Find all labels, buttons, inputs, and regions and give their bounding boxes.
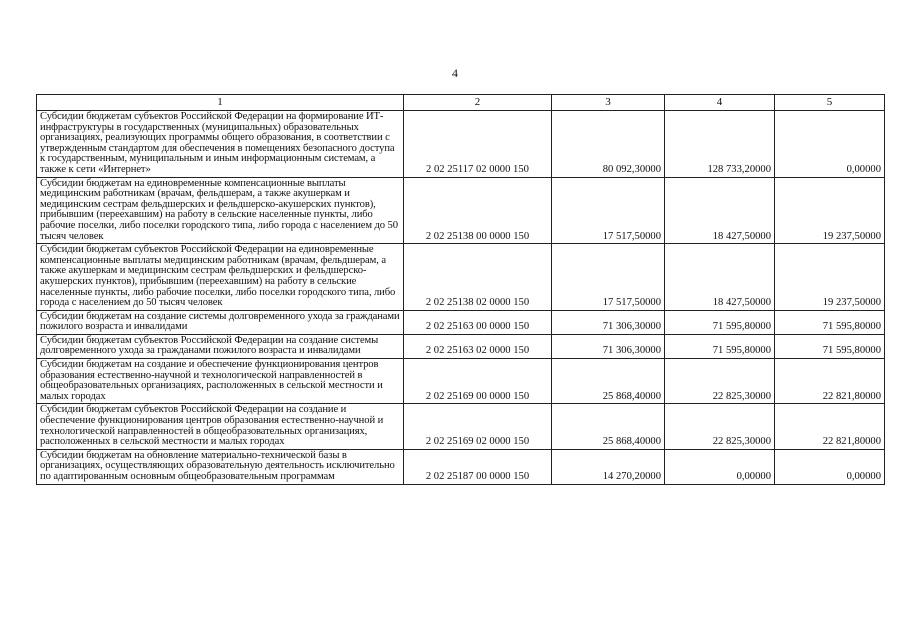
row-amount-col3: 14 270,20000 [552, 449, 665, 484]
row-description: Субсидии бюджетам на создание и обеспечение функционирования центров образования естественно-научной и технологической направленностей в общеобразовательных организациях, расположенных в сельской местности и малых городах [37, 359, 404, 404]
table-row [37, 244, 885, 311]
row-description: Субсидии бюджетам на обновление материально-технической базы в организациях, осуществляющих образовательную деятельность исключительно по адаптированным основным общеобразовательным программам [37, 449, 404, 484]
table-header-row [37, 95, 885, 111]
row-amount-col5: 71 595,80000 [775, 310, 885, 334]
table-row [37, 359, 885, 404]
row-amount-col3: 71 306,30000 [552, 310, 665, 334]
row-amount-col5: 22 821,80000 [775, 359, 885, 404]
row-amount-col4: 18 427,50000 [665, 177, 775, 244]
table-row [37, 310, 885, 334]
row-amount-col3: 25 868,40000 [552, 404, 665, 449]
row-description: Субсидии бюджетам субъектов Российской Федерации на формирование ИТ-инфраструктуры в государственных (муниципальных) образовательных организациях, реализующих программы общего образования, в соответствии с утвержденным стандартом для обеспечения в помещениях безопасного доступа к государственным, муниципальным и иным информационным системам, а также к сети «Интернет» [37, 111, 404, 178]
row-description: Субсидии бюджетам на создание системы долговременного ухода за гражданами пожилого возраста и инвалидами [37, 310, 404, 334]
header-col-1: 1 [37, 95, 404, 111]
row-amount-col3: 17 517,50000 [552, 244, 665, 311]
header-col-3: 3 [552, 95, 665, 111]
table-row [37, 404, 885, 449]
row-amount-col3: 25 868,40000 [552, 359, 665, 404]
row-amount-col5: 19 237,50000 [775, 244, 885, 311]
row-amount-col4: 128 733,20000 [665, 111, 775, 178]
row-budget-code: 2 02 25169 02 0000 150 [404, 404, 552, 449]
budget-table [36, 94, 885, 485]
row-budget-code: 2 02 25117 02 0000 150 [404, 111, 552, 178]
row-amount-col3: 71 306,30000 [552, 334, 665, 358]
row-budget-code: 2 02 25169 00 0000 150 [404, 359, 552, 404]
row-budget-code: 2 02 25163 00 0000 150 [404, 310, 552, 334]
row-amount-col4: 18 427,50000 [665, 244, 775, 311]
header-col-2: 2 [404, 95, 552, 111]
row-amount-col4: 22 825,30000 [665, 404, 775, 449]
header-col-5: 5 [775, 95, 885, 111]
page-number: 4 [452, 66, 458, 80]
row-budget-code: 2 02 25187 00 0000 150 [404, 449, 552, 484]
row-amount-col4: 22 825,30000 [665, 359, 775, 404]
row-budget-code: 2 02 25138 00 0000 150 [404, 177, 552, 244]
row-budget-code: 2 02 25163 02 0000 150 [404, 334, 552, 358]
row-amount-col4: 71 595,80000 [665, 310, 775, 334]
table-row [37, 449, 885, 484]
row-amount-col3: 80 092,30000 [552, 111, 665, 178]
header-col-4: 4 [665, 95, 775, 111]
row-description: Субсидии бюджетам субъектов Российской Федерации на создание системы долговременного ухода за гражданами пожилого возраста и инвалидами [37, 334, 404, 358]
row-amount-col4: 0,00000 [665, 449, 775, 484]
row-amount-col4: 71 595,80000 [665, 334, 775, 358]
row-amount-col5: 0,00000 [775, 449, 885, 484]
table-row [37, 111, 885, 178]
row-amount-col5: 0,00000 [775, 111, 885, 178]
row-amount-col5: 71 595,80000 [775, 334, 885, 358]
row-amount-col3: 17 517,50000 [552, 177, 665, 244]
row-description: Субсидии бюджетам на единовременные компенсационные выплаты медицинским работникам (врачам, фельдшерам, а также акушеркам и медицинским сестрам фельдшерских и фельдшерско-акушерских пунктов), прибывшим (переехавшим) на работу в сельские населенные пункты, либо рабочие поселки, либо поселки городского типа, либо города с населением до 50 тысяч человек [37, 177, 404, 244]
row-amount-col5: 22 821,80000 [775, 404, 885, 449]
row-description: Субсидии бюджетам субъектов Российской Федерации на создание и обеспечение функционирования центров образования естественно-научной и технологической направленностей в общеобразовательных организациях, расположенных в сельской местности и малых городах [37, 404, 404, 449]
table-row [37, 177, 885, 244]
row-amount-col5: 19 237,50000 [775, 177, 885, 244]
row-description: Субсидии бюджетам субъектов Российской Федерации на единовременные компенсационные выплаты медицинским работникам (врачам, фельдшерам, а также акушеркам и медицинским сестрам фельдшерских и фельдшерско-акушерских пунктов), прибывшим (переехавшим) на работу в сельские населенные пункты, либо рабочие поселки, либо поселки городского типа, либо города с населением до 50 тысяч человек [37, 244, 404, 311]
row-budget-code: 2 02 25138 02 0000 150 [404, 244, 552, 311]
table-row [37, 334, 885, 358]
